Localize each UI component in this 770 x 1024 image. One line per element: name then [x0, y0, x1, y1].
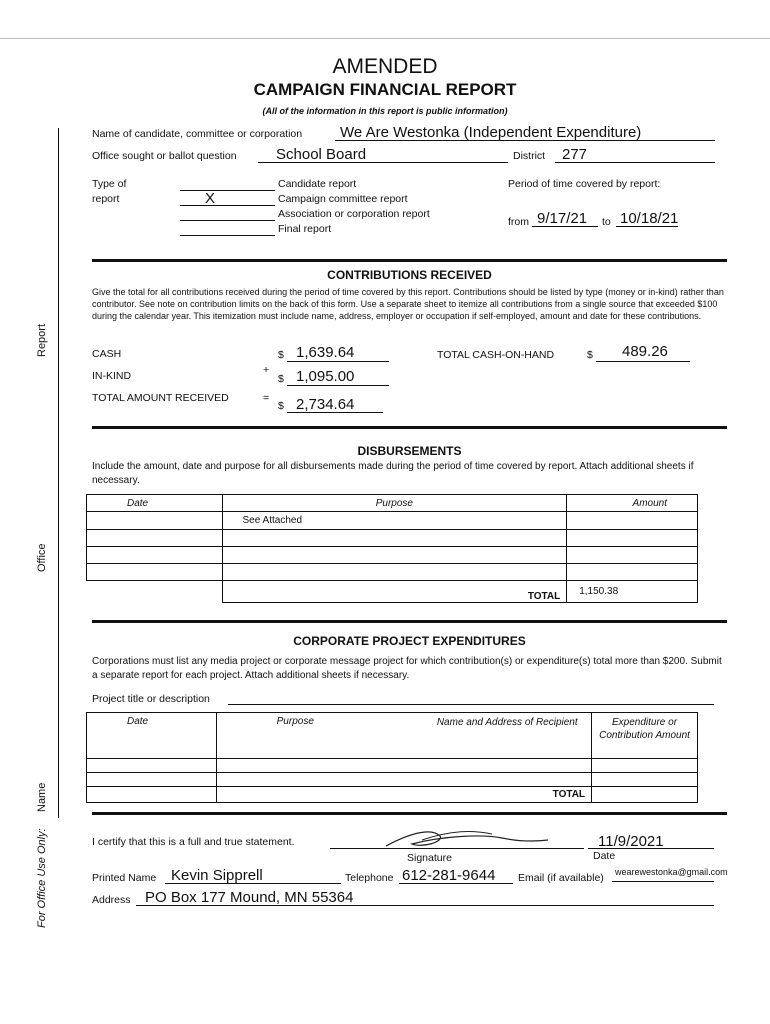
inkind-label: IN-KIND	[92, 370, 132, 382]
table-row	[87, 564, 698, 581]
corporate-total-label: TOTAL	[216, 787, 591, 803]
side-label-report: Report	[36, 323, 48, 357]
section-rule-corporate	[92, 620, 727, 623]
printed-name-value: Kevin Sipprell	[171, 867, 263, 884]
type-line-candidate	[180, 190, 275, 191]
inkind-dollar: $	[278, 373, 284, 385]
corporate-total-value	[592, 787, 698, 803]
page-subtitle: (All of the information in this report is public information)	[262, 106, 508, 116]
total-received-label: TOTAL AMOUNT RECEIVED	[92, 392, 229, 404]
telephone-label: Telephone	[345, 872, 394, 884]
cash-on-hand-value: 489.26	[622, 343, 668, 360]
contributions-instructions: Give the total for all contributions received during the period of time covered by this report. Contributions should be listed by type (money or in-kind) rather than contributor. See note on contribution limits on the back of this form. Use a separate sheet to itemize all contributions from a single source that exceeded $100 during the calendar year. This itemization must include name, address, employer or occupation if self-employed, amount and date for these contributions.	[92, 287, 724, 321]
row-date	[87, 512, 223, 530]
total-received-dollar: $	[278, 400, 284, 412]
period-from-label: from	[508, 216, 529, 228]
office-value: School Board	[276, 146, 367, 163]
period-to-value: 10/18/21	[620, 210, 679, 227]
corporate-instructions: Corporations must list any media project or corporate message project for which contribution(s) or expenditure(s) total more than $200. Submit a separate report for each project. Attach additional sheets if necessary.	[92, 656, 722, 681]
type-mark-committee: X	[205, 190, 216, 207]
side-label-name: Name	[36, 782, 48, 812]
type-option-final: Final report	[278, 223, 332, 235]
period-from-value: 9/17/21	[537, 210, 588, 227]
inkind-value: 1,095.00	[296, 368, 355, 385]
disbursements-instructions: Include the amount, date and purpose for all disbursements made during the period of time covered by report. Attach additional sheets if necessary.	[92, 461, 694, 486]
contributions-title: CONTRIBUTIONS RECEIVED	[327, 268, 492, 282]
table-row	[87, 773, 698, 787]
corp-col-date-header: Date	[87, 713, 217, 759]
corp-col-recipient-header: Name and Address of Recipient	[423, 713, 591, 759]
office-label: Office sought or ballot question	[92, 150, 237, 162]
email-label: Email (if available)	[518, 872, 604, 884]
type-label-2: report	[92, 193, 120, 205]
corporate-title: CORPORATE PROJECT EXPENDITURES	[293, 634, 526, 648]
type-label-1: Type of	[92, 178, 127, 190]
cash-on-hand-line	[596, 361, 690, 362]
scan-edge	[0, 38, 770, 39]
cash-line	[287, 361, 389, 362]
district-label: District	[513, 150, 546, 162]
corp-col-purpose-header: Purpose	[216, 713, 423, 759]
corp-col-amount-header: Expenditure or Contribution Amount	[592, 713, 698, 759]
page-title: CAMPAIGN FINANCIAL REPORT	[253, 80, 517, 99]
total-received-value: 2,734.64	[296, 396, 355, 413]
disbursements-total-value: 1,150.38	[567, 581, 698, 603]
table-header-row	[87, 713, 698, 759]
side-label-office: Office	[36, 543, 48, 572]
disbursements-title: DISBURSEMENTS	[357, 444, 462, 458]
type-option-candidate: Candidate report	[278, 178, 357, 190]
inkind-line	[287, 385, 389, 386]
section-rule-certification	[92, 812, 727, 815]
col-date-header: Date	[87, 495, 223, 512]
section-rule-disbursements	[92, 426, 727, 429]
address-label: Address	[92, 894, 131, 906]
period-to-label: to	[602, 216, 611, 228]
section-rule-contributions	[92, 259, 727, 262]
type-line-association	[180, 220, 275, 221]
date-value: 11/9/2021	[598, 833, 664, 850]
table-row	[87, 512, 698, 530]
col-amount-header: Amount	[567, 495, 698, 512]
district-value: 277	[562, 146, 588, 163]
type-option-committee: Campaign committee report	[278, 193, 408, 205]
cash-value: 1,639.64	[296, 344, 355, 361]
period-label: Period of time covered by report:	[508, 178, 661, 190]
amended-heading: AMENDED	[332, 55, 438, 78]
date-label: Date	[593, 850, 616, 862]
cash-on-hand-dollar: $	[587, 349, 593, 361]
inkind-plus: +	[263, 364, 270, 376]
cash-dollar: $	[278, 349, 284, 361]
type-option-association: Association or corporation report	[278, 208, 430, 220]
side-label-office-use: For Office Use Only:	[36, 828, 48, 928]
table-header-row	[87, 495, 698, 512]
project-label: Project title or description	[92, 693, 210, 705]
name-value: We Are Westonka (Independent Expenditure)	[340, 124, 642, 141]
table-row	[87, 547, 698, 564]
col-purpose-header: Purpose	[222, 495, 567, 512]
project-line	[228, 704, 714, 705]
type-line-committee	[180, 205, 275, 206]
row-amount	[567, 512, 698, 530]
corporate-table	[86, 712, 698, 803]
side-rule	[58, 128, 59, 818]
table-row	[87, 530, 698, 547]
signature-label: Signature	[407, 852, 452, 864]
cash-label: CASH	[92, 348, 122, 360]
disbursements-total-label: TOTAL	[222, 581, 567, 603]
total-received-equals: =	[263, 392, 270, 404]
cash-on-hand-label: TOTAL CASH-ON-HAND	[437, 349, 555, 361]
name-label: Name of candidate, committee or corporation	[92, 128, 303, 140]
disbursements-table	[86, 494, 698, 603]
table-row	[87, 759, 698, 773]
row-purpose-see-attached: See Attached	[222, 512, 567, 530]
email-value: wearewestonka@gmail.com	[615, 867, 728, 877]
printed-name-label: Printed Name	[92, 872, 157, 884]
address-value: PO Box 177 Mound, MN 55364	[145, 889, 354, 906]
type-line-final	[180, 235, 275, 236]
email-line	[612, 881, 714, 882]
certify-statement: I certify that this is a full and true statement.	[92, 836, 295, 848]
telephone-value: 612-281-9644	[402, 867, 496, 884]
corporate-total-row	[87, 787, 698, 803]
signature-scribble	[382, 826, 552, 852]
disbursements-total-row	[87, 581, 698, 603]
